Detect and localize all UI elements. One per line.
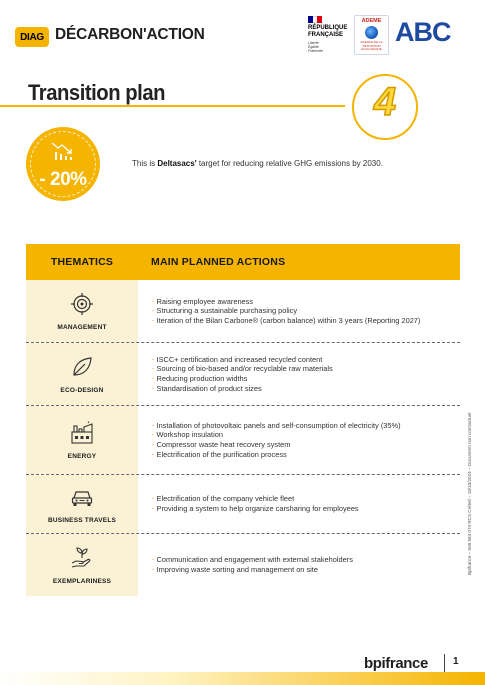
table-row — [26, 280, 460, 343]
section-number-badge — [352, 74, 418, 140]
theme-label: MANAGEMENT — [57, 323, 107, 331]
actions-cell — [138, 406, 460, 474]
page-number: 1 — [453, 656, 459, 667]
car-icon — [70, 485, 94, 509]
republique-line2: FRANÇAISE — [308, 32, 344, 38]
actions-cell — [138, 475, 460, 533]
header-thematics: THEMATICS — [50, 256, 114, 268]
theme-cell — [26, 534, 138, 596]
action-item: · Improving waste sorting and management on site — [152, 565, 318, 574]
theme-cell — [26, 475, 138, 533]
action-item: · Workshop insulation — [152, 430, 223, 440]
page-title: Transition plan — [28, 80, 166, 105]
ademe-name: ADEME — [361, 18, 382, 24]
target-icon — [70, 292, 94, 316]
section-number: 4 — [373, 80, 397, 124]
bpifrance-logo: bpifrance — [364, 655, 428, 672]
action-item: · Installation of photovoltaic panels and self-consumption of electricity (35%) — [152, 420, 401, 430]
footer-gradient-band — [0, 672, 485, 685]
header-main-actions: MAIN PLANNED ACTIONS — [151, 256, 286, 268]
hand-plant-icon — [70, 546, 94, 570]
table-row — [26, 475, 460, 534]
action-item: · Compressor waste heat recovery system — [152, 440, 291, 449]
abc-logo: ABC — [395, 17, 451, 47]
transition-plan-table — [26, 244, 460, 596]
action-item: · Communication and engagement with external stakeholders — [152, 555, 353, 565]
theme-label: ENERGY — [67, 452, 97, 460]
table-row — [26, 534, 460, 596]
french-flag-icon — [308, 16, 322, 23]
republique-francaise-logo — [306, 16, 352, 56]
theme-label: BUSINESS TRAVELS — [47, 516, 117, 524]
theme-label: EXEMPLARINESS — [52, 577, 112, 585]
actions-cell — [138, 534, 460, 596]
action-item: · ISCC+ certification and increased recycled content — [152, 354, 323, 364]
target-text-before: This is — [132, 159, 158, 168]
actions-cell — [138, 280, 460, 342]
republique-motto: Liberté Égalité Fraternité — [308, 41, 323, 53]
leaf-icon — [70, 355, 94, 379]
target-description — [132, 159, 383, 168]
diag-badge: DIAG — [15, 27, 49, 47]
factory-icon — [70, 421, 94, 445]
legal-side-note: Bpifrance – 509 584 074 RCS Créteil – 18/10/2024 – Document non contractuel — [467, 412, 472, 575]
action-item: · Electrification of the company vehicle fleet — [152, 494, 295, 504]
actions-cell — [138, 343, 460, 405]
target-badge — [26, 127, 100, 201]
target-value: - 20% — [39, 169, 87, 190]
action-item: · Raising employee awareness — [152, 296, 254, 306]
company-name: Deltasacs' — [157, 159, 197, 168]
action-item: · Reducing production widths — [152, 374, 248, 383]
table-header — [26, 244, 460, 280]
declining-chart-icon — [51, 141, 75, 161]
theme-cell — [26, 343, 138, 405]
theme-cell — [26, 280, 138, 342]
theme-label: ECO-DESIGN — [60, 386, 104, 394]
action-item: · Sourcing of bio-based and/or recyclable raw materials — [152, 364, 333, 374]
globe-icon — [365, 26, 378, 39]
title-underline — [0, 105, 345, 107]
action-item: · Iteration of the Bilan Carbone® (carbon balance) within 3 years (Reporting 2027) — [152, 315, 421, 325]
target-text-after: target for reducing relative GHG emissions by 2030. — [196, 159, 383, 168]
table-row — [26, 343, 460, 406]
ademe-logo — [354, 15, 389, 55]
theme-cell — [26, 406, 138, 474]
republique-line1: RÉPUBLIQUE — [308, 25, 348, 31]
action-item: · Structuring a sustainable purchasing policy — [152, 306, 298, 316]
footer-separator — [444, 654, 445, 672]
action-item: · Standardisation of product sizes — [152, 383, 262, 393]
action-item: · Providing a system to help organize carsharing for employees — [152, 504, 359, 513]
ademe-tagline: AGENCE DE LA TRANSITION ÉCOLOGIQUE — [360, 40, 383, 51]
table-row — [26, 406, 460, 475]
action-item: · Electrification of the purification process — [152, 449, 287, 459]
brand-title: DÉCARBON'ACTION — [55, 26, 205, 43]
